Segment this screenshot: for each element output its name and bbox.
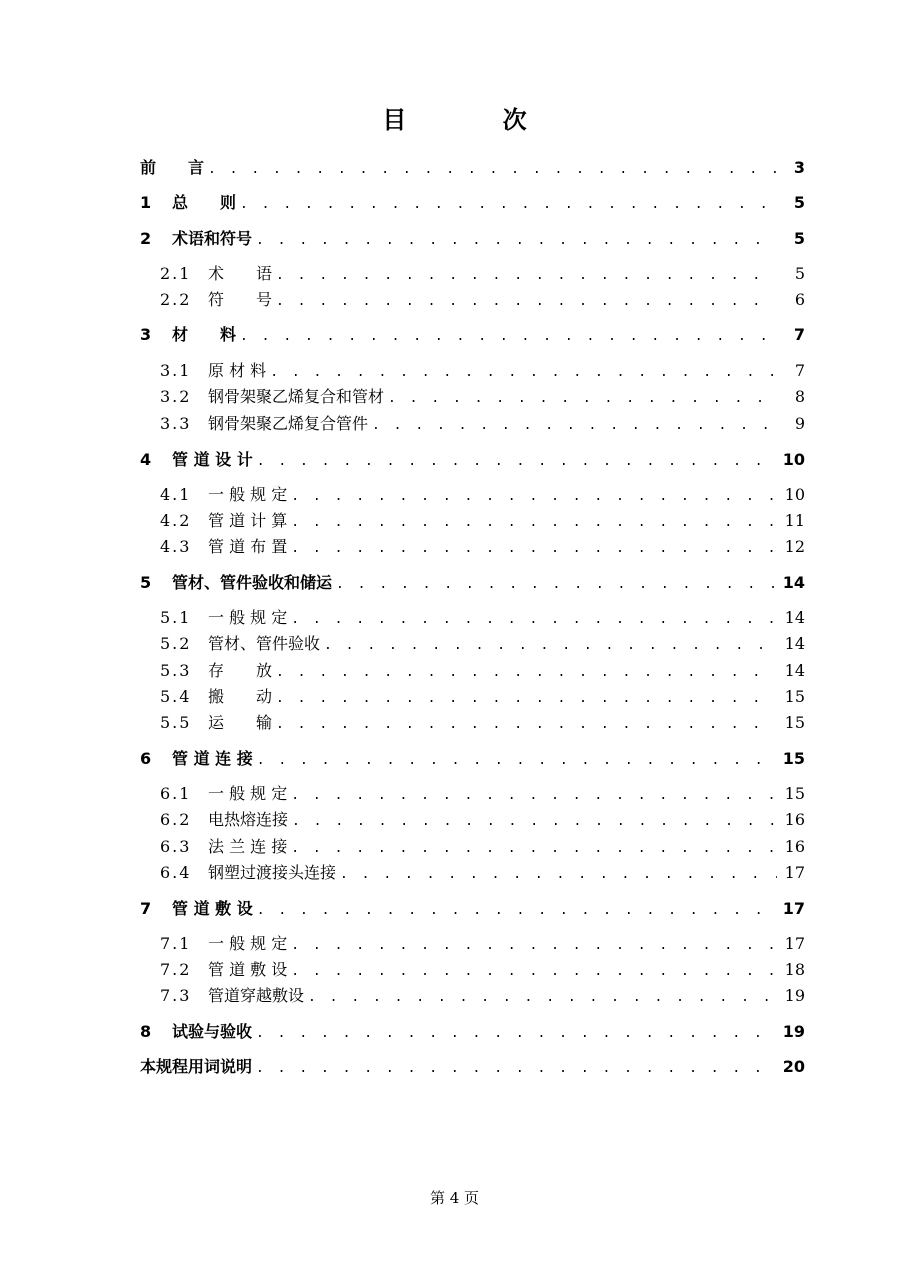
page-number-footer: 第 4 页 — [429, 1189, 480, 1207]
toc-entry-number: 3.1 — [160, 361, 192, 380]
toc-entry-page: 7 — [793, 325, 805, 344]
toc-entry[interactable] — [160, 262, 805, 286]
toc-entry-page: 17 — [782, 899, 805, 918]
toc-entry-page: 15 — [782, 749, 805, 768]
toc-entry[interactable] — [140, 1055, 805, 1079]
toc-entry-label: 试验与验收 — [172, 1022, 253, 1041]
toc-entry-number: 8 — [140, 1022, 152, 1041]
toc-dot-leader — [291, 485, 777, 509]
toc-entry-number: 3.3 — [160, 414, 192, 433]
toc-entry-label: 存 放 — [208, 661, 273, 680]
toc-dot-leader — [372, 414, 777, 438]
toc-dot-leader — [256, 229, 777, 253]
toc-entry-label: 管道穿越敷设 — [208, 986, 305, 1005]
toc-entry-page: 17 — [784, 863, 805, 882]
toc-dot-leader — [256, 1022, 777, 1046]
toc-entry-label: 管材、管件验收和储运 — [172, 573, 333, 592]
toc-entry[interactable] — [140, 227, 805, 251]
toc-entry[interactable] — [160, 483, 805, 507]
toc-dot-leader — [276, 687, 777, 711]
toc-dot-leader — [388, 387, 777, 411]
toc-entry-page: 6 — [794, 290, 805, 309]
toc-entry-label: 管 道 计 算 — [208, 511, 288, 530]
toc-entry-label: 搬 动 — [208, 687, 273, 706]
toc-entry-label: 一 般 规 定 — [208, 934, 288, 953]
toc-entry-page: 10 — [784, 485, 805, 504]
toc-entry-number: 1 — [140, 193, 152, 212]
toc-entry[interactable] — [160, 659, 805, 683]
toc-entry-label: 管 道 敷 设 — [172, 899, 253, 918]
toc-entry-page: 10 — [782, 450, 805, 469]
toc-entry-page: 11 — [784, 511, 805, 530]
toc-dot-leader — [257, 899, 777, 923]
toc-entry[interactable] — [160, 808, 805, 832]
toc-entry[interactable] — [140, 571, 805, 595]
toc-entry[interactable] — [160, 412, 805, 436]
toc-entry-label: 原 材 料 — [208, 361, 267, 380]
toc-dot-leader — [291, 837, 777, 861]
toc-entry-page: 15 — [784, 784, 805, 803]
toc-entry[interactable] — [160, 861, 805, 885]
toc-dot-leader — [240, 325, 777, 349]
toc-dot-leader — [257, 450, 777, 474]
toc-entry-page: 5 — [793, 193, 805, 212]
toc-entry[interactable] — [140, 448, 805, 472]
toc-dot-leader — [291, 608, 777, 632]
toc-entry-page: 14 — [784, 661, 805, 680]
toc-entry[interactable] — [160, 782, 805, 806]
toc-entry-number: 6.3 — [160, 837, 192, 856]
toc-entry-number: 5.4 — [160, 687, 192, 706]
toc-entry[interactable] — [140, 191, 805, 215]
toc-entry-page: 3 — [793, 158, 805, 177]
toc-entry-label: 前 言 — [140, 158, 205, 177]
toc-entry-number: 4.3 — [160, 537, 192, 556]
toc-entry-page: 14 — [784, 634, 805, 653]
toc-entry-label: 管 道 设 计 — [172, 450, 253, 469]
toc-entry-page: 17 — [784, 934, 805, 953]
toc-dot-leader — [276, 713, 777, 737]
toc-entry-number: 3 — [140, 325, 152, 344]
toc-entry-page: 14 — [782, 573, 805, 592]
toc-entry[interactable] — [160, 835, 805, 859]
toc-entry-label: 电热熔连接 — [208, 810, 289, 829]
toc-entry-page: 8 — [794, 387, 805, 406]
toc-entry[interactable] — [160, 509, 805, 533]
toc-entry[interactable] — [160, 535, 805, 559]
toc-entry[interactable] — [140, 323, 805, 347]
toc-entry-label: 管 道 布 置 — [208, 537, 288, 556]
toc-entry[interactable] — [160, 385, 805, 409]
toc-entry-number: 7 — [140, 899, 152, 918]
toc-entry-label: 管 道 连 接 — [172, 749, 253, 768]
toc-entry-number: 6.4 — [160, 863, 192, 882]
toc-dot-leader — [208, 158, 777, 182]
toc-dot-leader — [324, 634, 777, 658]
toc-dot-leader — [336, 573, 777, 597]
page-title: 目 次 — [382, 106, 571, 134]
toc-entry[interactable] — [160, 711, 805, 735]
toc-entry-page: 12 — [784, 537, 805, 556]
toc-dot-leader — [291, 511, 777, 535]
toc-entry-number: 5.3 — [160, 661, 192, 680]
toc-entry-page: 20 — [782, 1057, 805, 1076]
toc-entry-number: 4.1 — [160, 485, 192, 504]
toc-entry[interactable] — [160, 288, 805, 312]
toc-entry-label: 本规程用词说明 — [140, 1057, 253, 1076]
toc-entry-number: 5.2 — [160, 634, 192, 653]
toc-entry-page: 15 — [784, 687, 805, 706]
toc-entry-page: 15 — [784, 713, 805, 732]
toc-dot-leader — [276, 661, 777, 685]
toc-entry-label: 一 般 规 定 — [208, 608, 288, 627]
toc-dot-leader — [291, 784, 777, 808]
toc-entry-page: 7 — [794, 361, 805, 380]
toc-entry-number: 7.2 — [160, 960, 192, 979]
toc-dot-leader — [340, 863, 777, 887]
toc-dot-leader — [291, 960, 777, 984]
toc-entry[interactable] — [140, 897, 805, 921]
toc-entry-page: 9 — [794, 414, 805, 433]
toc-entry-number: 3.2 — [160, 387, 192, 406]
toc-dot-leader — [270, 361, 777, 385]
toc-entry-page: 16 — [784, 837, 805, 856]
toc-entry[interactable] — [160, 984, 805, 1008]
toc-entry-number: 5.5 — [160, 713, 192, 732]
toc-entry-page: 5 — [793, 229, 805, 248]
toc-entry[interactable] — [160, 632, 805, 656]
toc-dot-leader — [257, 749, 777, 773]
toc-entry-page: 19 — [784, 986, 805, 1005]
toc-entry[interactable] — [140, 1020, 805, 1044]
toc-entry-label: 钢塑过渡接头连接 — [208, 863, 337, 882]
toc-entry-number: 4 — [140, 450, 152, 469]
toc-entry-number: 2.2 — [160, 290, 192, 309]
toc-entry-label: 一 般 规 定 — [208, 485, 288, 504]
toc-entry[interactable] — [160, 932, 805, 956]
toc-dot-leader — [240, 193, 777, 217]
toc-entry[interactable] — [160, 685, 805, 709]
toc-dot-leader — [256, 1057, 777, 1081]
toc-entry[interactable] — [160, 606, 805, 630]
toc-entry-number: 2.1 — [160, 264, 192, 283]
toc-entry-label: 管 道 敷 设 — [208, 960, 288, 979]
toc-dot-leader — [292, 810, 777, 834]
toc-dot-leader — [291, 934, 777, 958]
toc-entry-label: 术 语 — [208, 264, 273, 283]
toc-entry-page: 19 — [782, 1022, 805, 1041]
toc-entry-label: 一 般 规 定 — [208, 784, 288, 803]
toc-entry-page: 5 — [794, 264, 805, 283]
toc-entry[interactable] — [160, 958, 805, 982]
toc-dot-leader — [276, 264, 777, 288]
toc-entry-number: 6.2 — [160, 810, 192, 829]
toc-entry-label: 术语和符号 — [172, 229, 253, 248]
toc-entry-page: 18 — [784, 960, 805, 979]
toc-entry[interactable] — [160, 359, 805, 383]
toc-dot-leader — [276, 290, 777, 314]
toc-entry-number: 7.1 — [160, 934, 192, 953]
toc-entry-label: 钢骨架聚乙烯复合管件 — [208, 414, 369, 433]
toc-entry-label: 法 兰 连 接 — [208, 837, 288, 856]
toc-entry-number: 7.3 — [160, 986, 192, 1005]
toc-entry-label: 钢骨架聚乙烯复合和管材 — [208, 387, 385, 406]
toc-dot-leader — [291, 537, 777, 561]
toc-entry[interactable] — [140, 156, 805, 180]
toc-entry-page: 14 — [784, 608, 805, 627]
toc-entry-page: 16 — [784, 810, 805, 829]
toc-dot-leader — [308, 986, 777, 1010]
toc-entry[interactable] — [140, 747, 805, 771]
toc-entry-label: 管材、管件验收 — [208, 634, 321, 653]
toc-entry-label: 符 号 — [208, 290, 273, 309]
toc-entry-number: 6 — [140, 749, 152, 768]
toc-entry-label: 运 输 — [208, 713, 273, 732]
toc-entry-number: 6.1 — [160, 784, 192, 803]
toc-entry-label: 总 则 — [172, 193, 237, 212]
toc-entry-number: 4.2 — [160, 511, 192, 530]
toc-entry-number: 5 — [140, 573, 152, 592]
toc-entry-number: 5.1 — [160, 608, 192, 627]
toc-entry-number: 2 — [140, 229, 152, 248]
toc-entry-label: 材 料 — [172, 325, 237, 344]
